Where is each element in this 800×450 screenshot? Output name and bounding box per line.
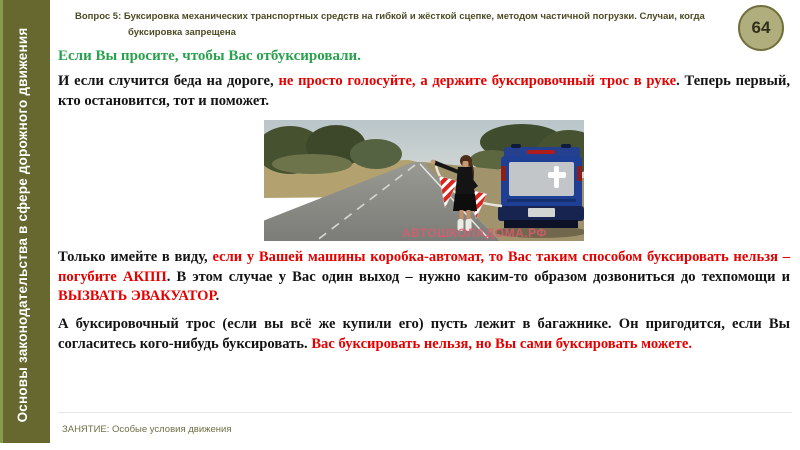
blue-suv bbox=[495, 144, 584, 238]
text-segment: . В этом случае у Вас один выход – нужно каким-то образом дозвониться до техпомощи и bbox=[166, 268, 791, 285]
slide-question-title: Вопрос 5: Буксировка механических транспортных средств на гибкой и жёсткой сцепке, методом частичной погрузки. Случаи, когда буксировка запрещена bbox=[75, 11, 705, 38]
text-segment-red: Вас буксировать нельзя, но Вы сами буксировать можете. bbox=[311, 336, 692, 353]
lesson-footer: ЗАНЯТИЕ: Особые условия движения bbox=[62, 424, 232, 435]
photo-hitchhiker-tow-rope bbox=[264, 120, 584, 241]
text-segment: . Теперь первый, кто остановится, тот и поможет. bbox=[58, 73, 791, 109]
paragraph-advice bbox=[58, 72, 790, 112]
photo-watermark: АВТОШКОЛАДОМА.РФ bbox=[402, 225, 548, 240]
footer-divider bbox=[58, 412, 792, 413]
photo-illustration bbox=[264, 120, 584, 241]
text-segment: И если случится беда на дороге, bbox=[58, 73, 279, 89]
paragraph-automatic-gearbox bbox=[58, 248, 790, 308]
text-segment: Только имейте в виду, bbox=[58, 248, 213, 265]
text-segment-red: ВЫЗВАТЬ ЭВАКУАТОР bbox=[58, 288, 216, 305]
sidebar-vertical-title: Основы законодательства в сфере дорожного движения bbox=[15, 27, 31, 423]
text-segment-red: если у Вашей машины коробка-автомат, то Вас таким способом буксировать нельзя – погубите АКПП bbox=[58, 248, 790, 285]
text-segment: А буксировочный трос (если вы всё же купили его) пусть лежит в багажнике. Он пригодится, если Вы согласитесь кого-нибудь буксировать. bbox=[58, 316, 790, 353]
slide-number-badge bbox=[738, 5, 784, 51]
slide-number: 64 bbox=[751, 18, 771, 37]
intro-line: Если Вы просите, чтобы Вас отбуксировали. bbox=[58, 48, 361, 64]
text-segment-red: не просто голосуйте, а держите буксировочный трос в руке bbox=[278, 73, 677, 89]
paragraph-tow-rope-trunk bbox=[58, 315, 790, 355]
slide-content bbox=[58, 48, 790, 363]
text-segment: . bbox=[215, 288, 220, 305]
